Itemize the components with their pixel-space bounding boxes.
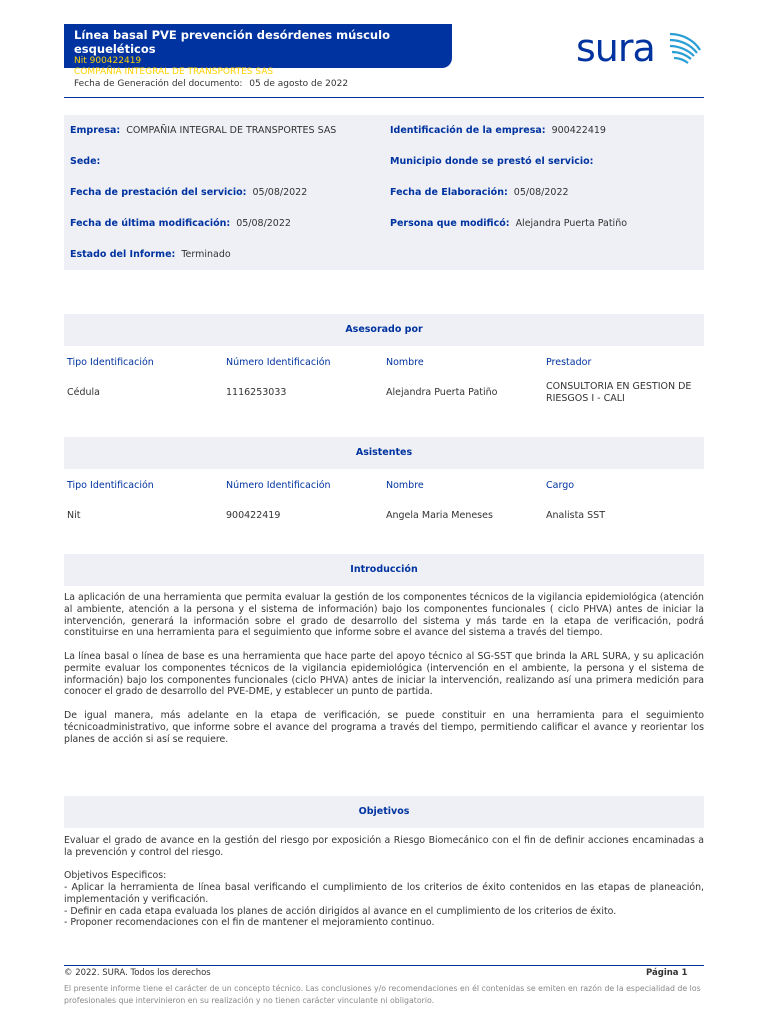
empresa-field xyxy=(70,115,336,146)
municipio-label: Municipio donde se prestó el servicio: xyxy=(390,156,594,167)
header-band xyxy=(64,24,452,77)
asesorado-numero: 1116253033 xyxy=(226,387,287,398)
asesorado-nombre: Alejandra Puerta Patiño xyxy=(386,387,498,398)
asistentes-tipo: Nit xyxy=(67,510,81,521)
footer-divider xyxy=(64,965,704,966)
asistentes-col-tipo: Tipo Identificación xyxy=(67,480,154,491)
introduccion-header: Introducción xyxy=(64,554,704,586)
objetivos-header: Objetivos xyxy=(64,796,704,828)
asistentes-cargo: Analista SST xyxy=(546,510,605,521)
objetivo-especifico-1: - Aplicar la herramienta de línea basal verificando el cumplimiento de los criterios de éxito contenidos en las etapas de planeación, implementación y verificación. xyxy=(64,882,704,905)
asistentes-header: Asistentes xyxy=(64,437,704,469)
asistentes-col-numero: Número Identificación xyxy=(226,480,331,491)
info-row-fechas xyxy=(64,177,704,208)
modificacion-field xyxy=(70,208,291,239)
sede-label: Sede: xyxy=(70,156,101,167)
persona-value: Alejandra Puerta Patiño xyxy=(515,218,628,229)
asesorado-col-numero: Número Identificación xyxy=(226,357,331,368)
objetivo-general: Evaluar el grado de avance en la gestión del riesgo por exposición a Riesgo Biomecánico con el fin de definir acciones encaminadas a la prevención y control del riesgo. xyxy=(64,835,704,858)
footer-copyright: © 2022. SURA. Todos los derechos xyxy=(64,968,211,978)
asistentes-col-nombre: Nombre xyxy=(386,480,424,491)
objetivo-especifico-2: - Definir en cada etapa evaluada los planes de acción dirigidos al avance en el cumplimiento de los criterios de éxito. xyxy=(64,906,617,917)
elaboracion-field xyxy=(390,177,569,208)
generation-date xyxy=(74,79,348,89)
estado-value: Terminado xyxy=(181,249,231,260)
asistentes-col-cargo: Cargo xyxy=(546,480,575,491)
header-company: COMPAÑIA INTEGRAL DE TRANSPORTES SAS xyxy=(74,67,274,77)
prestacion-value: 05/08/2022 xyxy=(252,187,308,198)
id-value: 900422419 xyxy=(551,125,606,136)
footer-disclaimer: El presente informe tiene el carácter de un concepto técnico. Las conclusiones y/o recomendaciones en él contenidas se emiten en razón de la especialidad de los profesionales que intervinieron en su realización y no tienen carácter vinculante ni obligatorio. xyxy=(64,984,701,1005)
info-row-empresa xyxy=(64,115,704,146)
asesorado-header: Asesorado por xyxy=(64,314,704,346)
generation-date-value: 05 de agosto de 2022 xyxy=(249,79,349,89)
info-row-modificacion xyxy=(64,208,704,239)
info-row-estado xyxy=(64,239,704,270)
persona-field xyxy=(390,208,627,239)
logo-text: sura xyxy=(576,26,655,70)
asistentes-nombre: Angela Maria Meneses xyxy=(386,510,493,521)
empresa-value: COMPAÑIA INTEGRAL DE TRANSPORTES SAS xyxy=(126,125,337,136)
asesorado-tipo: Cédula xyxy=(67,387,100,398)
asesorado-col-prestador: Prestador xyxy=(546,357,592,368)
sura-logo xyxy=(576,26,706,70)
municipio-field xyxy=(390,146,599,177)
objetivo-especifico-3: - Proponer recomendaciones con el fin de mantener el mejoramiento continuo. xyxy=(64,917,435,928)
introduccion-paragraph-3: De igual manera, más adelante en la etapa de verificación, se puede constituir en una herramienta para el seguimiento técnicoadministrativo, que informe sobre el avance del programa a través del tiempo, permitiendo calificar el avance y reorientar los planes de acción si así se requiere. xyxy=(64,710,704,745)
introduccion-paragraph-2: La línea basal o línea de base es una herramienta que hace parte del apoyo técnico al SG-SST que brinda la ARL SURA, y su aplicación permite evaluar los componentes técnicos de la vigilancia epidemiológica (intervención en el ambiente, la persona y el sistema de información) bajo los componentes funcionales (ciclo PHVA) antes de iniciar la intervención, realizando así una primera medición para conocer el grado de desarrollo del PVE-DME, y establecer un punto de partida. xyxy=(64,651,704,698)
empresa-label: Empresa: xyxy=(70,125,121,136)
elaboracion-label: Fecha de Elaboración: xyxy=(390,187,508,198)
asesorado-prestador-line1: CONSULTORIA EN GESTION DE xyxy=(546,381,692,392)
asesorado-col-tipo: Tipo Identificación xyxy=(67,357,154,368)
modificacion-label: Fecha de última modificación: xyxy=(70,218,231,229)
prestacion-field xyxy=(70,177,307,208)
id-label: Identificación de la empresa: xyxy=(390,125,546,136)
sede-field xyxy=(70,146,106,177)
document-title: Línea basal PVE prevención desórdenes músculo esqueléticos xyxy=(74,28,390,56)
estado-label: Estado del Informe: xyxy=(70,249,176,260)
introduccion-paragraph-1: La aplicación de una herramienta que permita evaluar la gestión de los componentes técnicos de la vigilancia epidemiológica (atención al ambiente, atención a la persona y el sistema de información) bajo los componentes funcionales ( ciclo PHVA) antes de iniciar la intervención, generará la información sobre el grado de desarrollo del sistema y más tarde en la etapa de verificación, podrá constituirse en una herramienta para el seguimiento que informe sobre el avance del sistema a través del tiempo. xyxy=(64,592,704,639)
elaboracion-value: 05/08/2022 xyxy=(513,187,569,198)
generation-date-label: Fecha de Generación del documento: xyxy=(74,79,243,89)
asistentes-numero: 900422419 xyxy=(226,510,281,521)
estado-field xyxy=(70,239,231,270)
persona-label: Persona que modificó: xyxy=(390,218,510,229)
asesorado-prestador-line2: RIESGOS I - CALI xyxy=(546,393,625,404)
prestacion-label: Fecha de prestación del servicio: xyxy=(70,187,247,198)
objetivos-especificos-label: Objetivos Especificos: xyxy=(64,870,167,881)
id-field xyxy=(390,115,606,146)
asesorado-col-nombre: Nombre xyxy=(386,357,424,368)
info-row-sede xyxy=(64,146,704,177)
header-nit: Nit 900422419 xyxy=(74,56,142,66)
footer-page-number: Página 1 xyxy=(646,968,688,978)
logo-wings-icon xyxy=(668,28,704,68)
modificacion-value: 05/08/2022 xyxy=(236,218,291,229)
